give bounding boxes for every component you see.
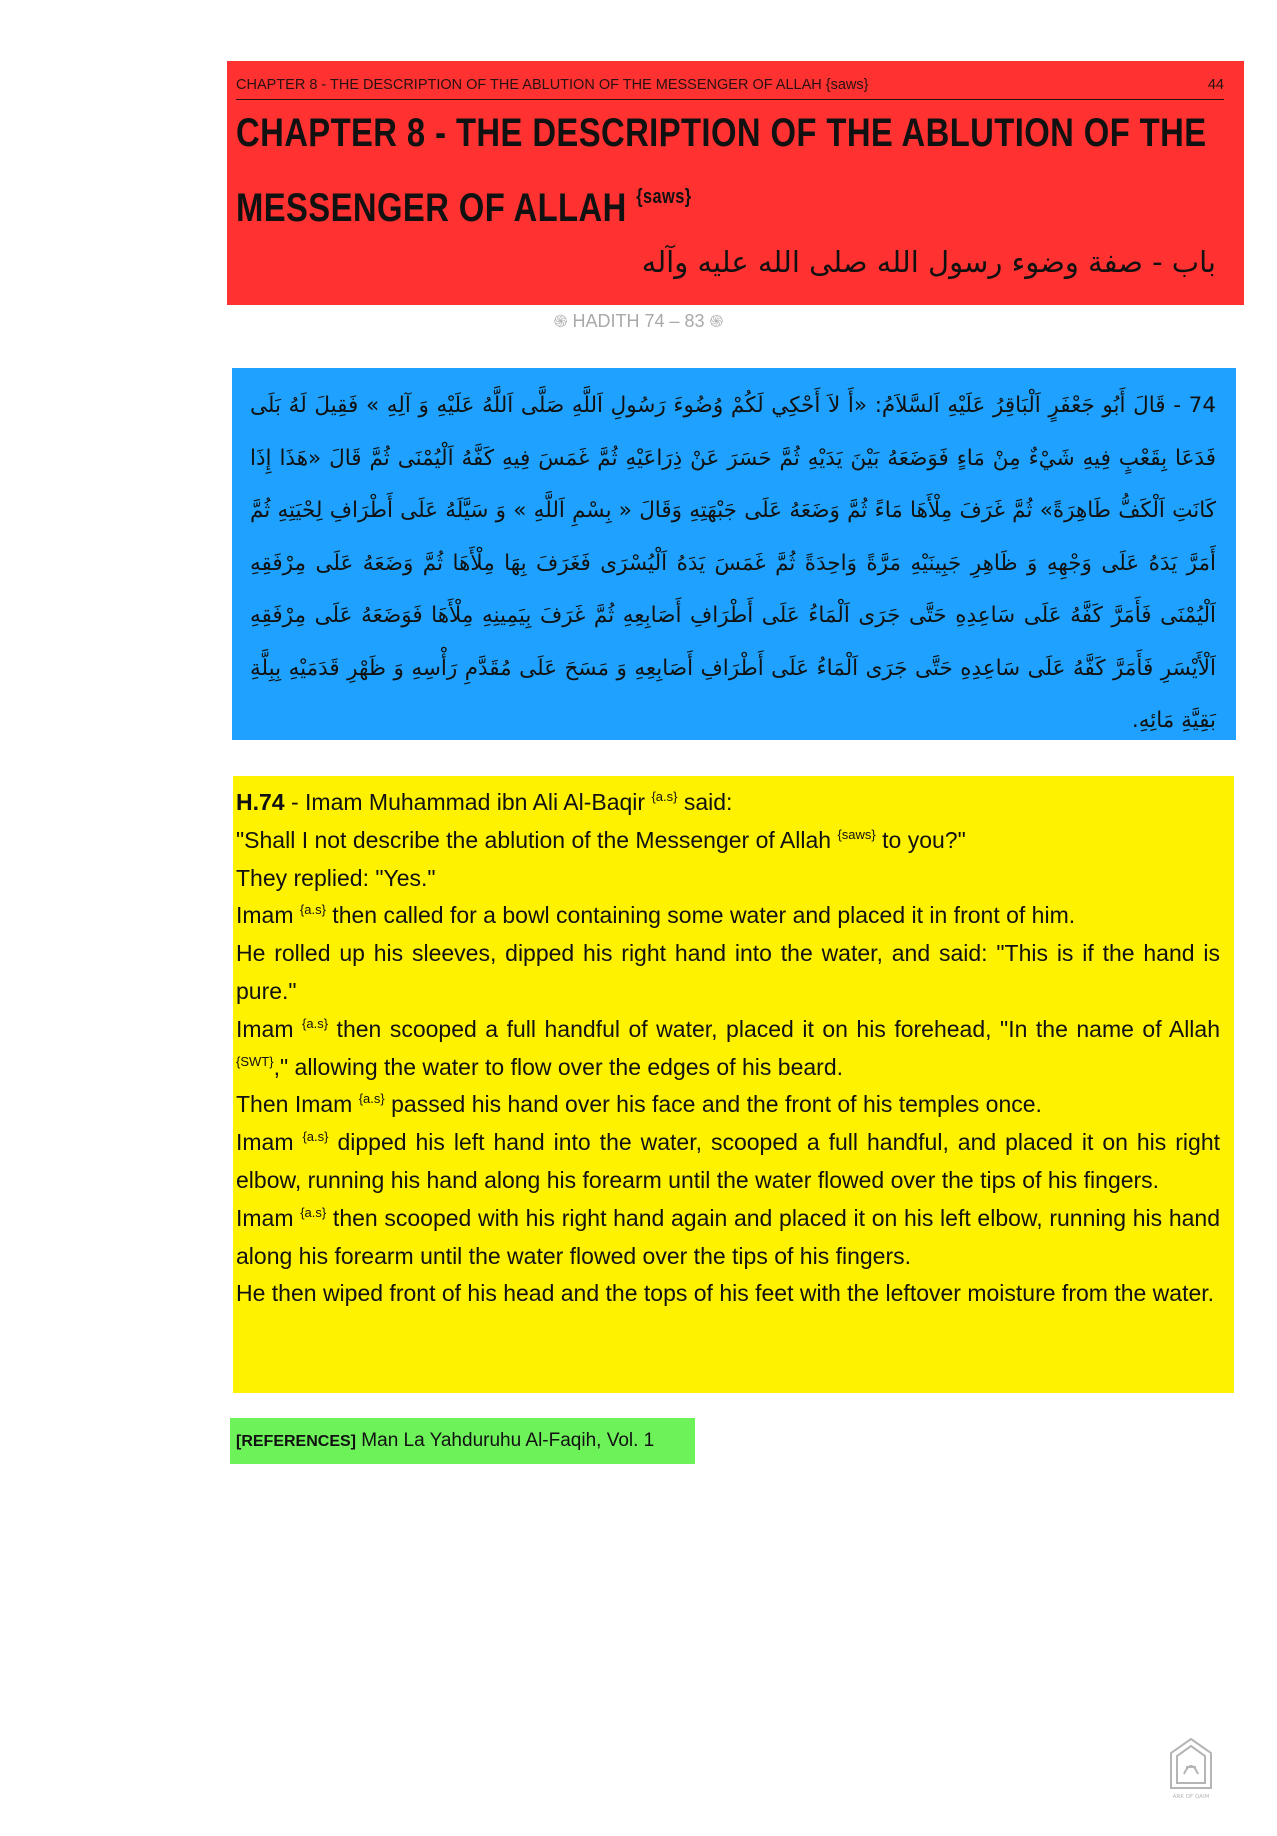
publisher-logo-icon (1167, 1736, 1215, 1802)
translation-box (233, 776, 1234, 1393)
translation-line: Imam $^{\{a.s\}}$ then scooped a full handful of water, placed it on his forehead, "In the name of Allah $^{\{SWT\}}$," allowing the water to flow over the edges of his beard. (236, 1015, 1220, 1080)
honorific: {a.s} (302, 1015, 329, 1031)
translation-line: Imam $^{\{a.s\}}$ then called for a bowl containing some water and placed it in front of him. (236, 902, 1076, 929)
chapter-title-line2: MESSENGER OF ALLAH (236, 186, 627, 230)
hadith-label: H.74 (236, 789, 285, 815)
translation-line: Then Imam $^{\{a.s\}}$ passed his hand over his face and the front of his temples once. (236, 1091, 1042, 1118)
honorific: {SWT} (236, 1053, 274, 1069)
hadith-range (0, 309, 1277, 332)
references-text: Man La Yahduruhu Al-Faqih, Vol. 1 (356, 1430, 655, 1451)
hadith-range-label: HADITH 74 – 83 (572, 311, 705, 331)
translation-line: They replied: "Yes." (236, 864, 436, 891)
honorific: {a.s} (302, 1129, 329, 1145)
translation-line: H.74 - Imam Muhammad ibn Ali Al-Baqir $^{\{a.s\}}$ said: (236, 789, 733, 815)
references-label: [REFERENCES] (236, 1433, 357, 1450)
chapter-title (236, 101, 1207, 240)
chapter-header (227, 61, 1244, 305)
translation-line: Imam $^{\{a.s\}}$ then scooped with his right hand again and placed it on his left elbow, running his hand along his forearm until the water flowed over the tips of his fingers. (236, 1204, 1221, 1269)
translation-line: Imam $^{\{a.s\}}$ dipped his left hand into the water, scooped a full handful, and placed it on his right elbow, running his hand along his forearm until the water flowed over the tips of his fingers. (236, 1129, 1220, 1193)
arabic-hadith-text: 74 - قَالَ أَبُو جَعْفَرٍ اَلْبَاقِرُ عَلَيْهِ اَلسَّلاَمُ: «أَ لاَ أَحْكِي لَكُمْ وُضُوءَ رَسُولِ اَللَّهِ صَلَّى اَللَّهُ عَلَيْهِ وَ آلِهِ » فَقِيلَ لَهُ بَلَى فَدَعَا بِقَعْبٍ فِيهِ شَيْءٌ مِنْ مَاءٍ فَوَضَعَهُ بَيْنَ يَدَيْهِ ثُمَّ حَسَرَ عَنْ ذِرَاعَيْهِ ثُمَّ غَمَسَ فِيهِ كَفَّهُ اَلْيُمْنَى ثُمَّ قَالَ «هَذَا إِذَا كَانَتِ اَلْكَفُّ طَاهِرَةً» ثُمَّ غَرَفَ مِلْأَهَا مَاءً ثُمَّ وَضَعَهُ عَلَى جَبْهَتِهِ وَقَالَ « بِسْمِ اَللَّهِ » وَ سَيَّلَهُ عَلَى أَطْرَافِ لِحْيَتِهِ ثُمَّ أَمَرَّ يَدَهُ عَلَى وَجْهِهِ وَ ظَاهِرِ جَبِينَيْهِ مَرَّةً وَاحِدَةً ثُمَّ غَمَسَ يَدَهُ اَلْيُسْرَى فَغَرَفَ بِهَا مِلْأَهَا ثُمَّ وَضَعَهُ عَلَى مِرْفَقِهِ اَلْيُمْنَى فَأَمَرَّ كَفَّهُ عَلَى سَاعِدِهِ حَتَّى جَرَى اَلْمَاءُ عَلَى أَطْرَافِ أَصَابِعِهِ ثُمَّ غَرَفَ بِيَمِينِهِ مِلْأَهَا فَوَضَعَهُ عَلَى مِرْفَقِهِ اَلْأَيْسَرِ فَأَمَرَّ كَفَّهُ عَلَى سَاعِدِهِ حَتَّى جَرَى اَلْمَاءُ عَلَى أَطْرَافِ أَصَابِعِهِ وَ مَسَحَ عَلَى مُقَدَّمِ رَأْسِهِ وَ ظَهْرِ قَدَمَيْهِ بِبِلَّةِ بَقِيَّةِ مَائِهِ. (232, 368, 1236, 740)
running-title: CHAPTER 8 - THE DESCRIPTION OF THE ABLUTION OF THE MESSENGER OF ALLAH {saws} (236, 77, 869, 93)
arabic-chapter-title: باب - صفة وضوء رسول الله صلى الله عليه وآله (641, 245, 1216, 279)
honorific: {a.s} (300, 1204, 327, 1220)
honorific: {a.s} (358, 1091, 385, 1107)
honorific: {a.s} (651, 789, 678, 804)
page-number: 44 (1207, 77, 1224, 93)
honorific: {a.s} (299, 902, 326, 918)
translation-line: He rolled up his sleeves, dipped his right hand into the water, and said: "This is if the hand is pure." (236, 940, 1220, 1004)
references (230, 1418, 695, 1464)
translation-line: "Shall I not describe the ablution of the Messenger of Allah $^{\{saws\}}$ to you?" (236, 826, 966, 853)
honorific: {saws} (837, 826, 876, 842)
translation-line: He then wiped front of his head and the tops of his feet with the leftover moisture from the water. (236, 1280, 1215, 1307)
chapter-title-line1: CHAPTER 8 - THE DESCRIPTION OF THE ABLUTION OF THE (236, 111, 1207, 155)
logo-caption: ARK OF QAIM (1172, 1794, 1210, 1800)
chapter-title-line2-wrap (236, 165, 974, 240)
running-header (236, 77, 1224, 100)
swirl-ornament-right-icon: ֍ (709, 312, 724, 331)
swirl-ornament-left-icon: ֍ (553, 312, 568, 331)
chapter-title-honorific: {saws} (636, 186, 692, 208)
